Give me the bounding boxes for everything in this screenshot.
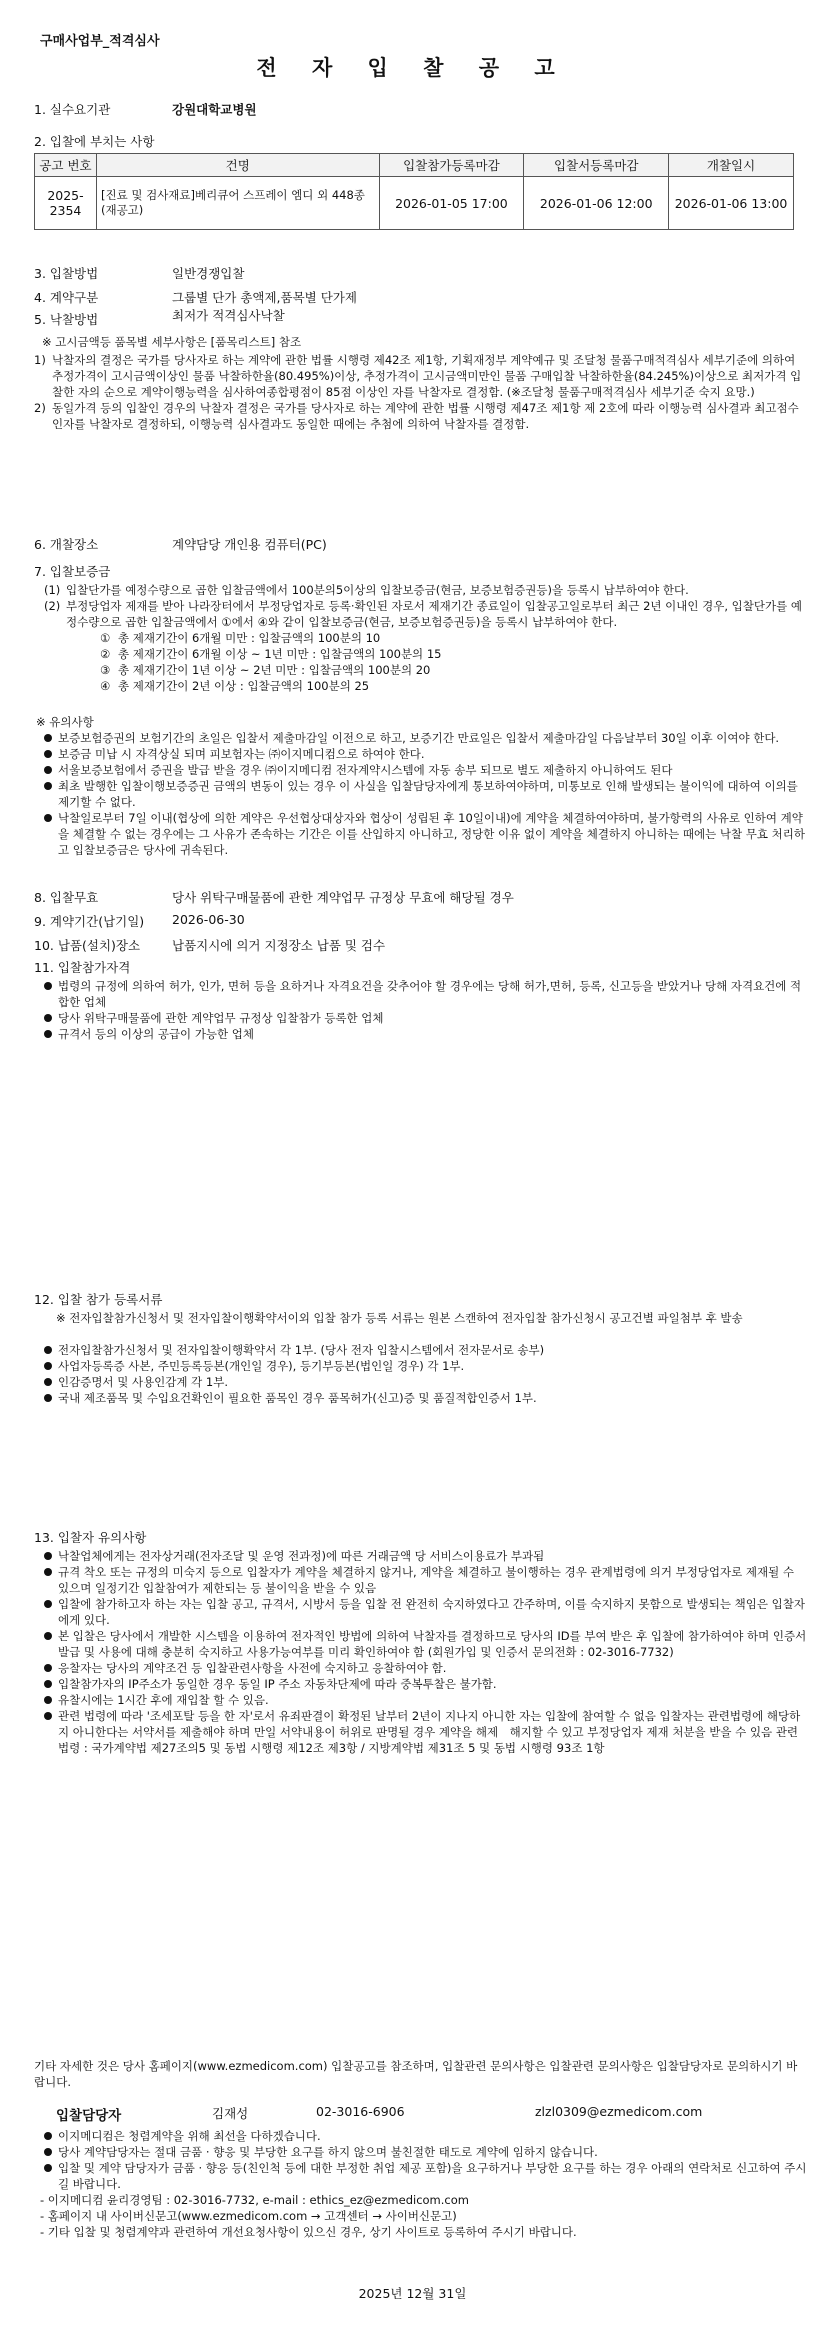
bullet-icon bbox=[44, 2148, 52, 2156]
report-line: - 홈페이지 내 사이버신문고(www.ezmedicom.com → 고객센터 → 사이버신문고) bbox=[40, 2209, 457, 2223]
caution-title: ※ 유의사항 bbox=[36, 715, 94, 729]
award-note: ※ 고시금액등 품목별 세부사항은 [품목리스트] 참조 bbox=[42, 335, 302, 349]
document-item: 국내 제조품목 및 수입요건확인이 필요한 품목인 경우 품목허가(신고)증 및 품질적합인증서 1부. bbox=[40, 1390, 808, 1406]
bullet-icon bbox=[44, 1600, 52, 1608]
bullet-icon bbox=[44, 1014, 52, 1022]
section-8-value: 당사 위탁구매물품에 관한 계약업무 규정상 무효에 해당될 경우 bbox=[172, 890, 514, 905]
report-line: - 이지메디컴 윤리경영팀 : 02-3016-7732, e-mail : ethics_ez@ezmedicom.com bbox=[40, 2193, 469, 2207]
bullet-icon bbox=[44, 1712, 52, 1720]
bidder-note-item: 본 입찰은 당사에서 개발한 시스템을 이용하여 전자적인 방법에 의하여 낙찰자를 결정하므로 당사의 ID를 부여 받은 후 입찰에 참가하여야 하며 인증서 발급 및 사용에 대해 충분히 숙지하고 사용가능여부를 미리 확인하여야 함 (회원가입 및 인증서 문의전화 : 02-3016-7732) bbox=[40, 1628, 808, 1660]
bidder-note-item: 규격 착오 또는 규정의 미숙지 등으로 입찰자가 계약을 체결하지 않거나, 계약을 체결하고 불이행하는 경우 관계법령에 의거 부정당업자로 제재될 수 있으며 일정기간 입찰참여가 제한되는 등 불이익을 받을 수 있음 bbox=[40, 1564, 808, 1596]
bullet-icon bbox=[44, 734, 52, 742]
section-4-label: 4. 계약구분 bbox=[34, 290, 99, 305]
department-label: 구매사업부_적격심사 bbox=[40, 34, 160, 49]
bullet-icon bbox=[44, 1696, 52, 1704]
bullet-icon bbox=[44, 1680, 52, 1688]
bidder-note-item: 낙찰업체에게는 전자상거래(전자조달 및 운영 전과정)에 따른 거래금액 당 서비스이용료가 부과됨 bbox=[40, 1548, 808, 1564]
section-6-value: 계약담당 개인용 컴퓨터(PC) bbox=[172, 537, 327, 552]
section-13-label: 13. 입찰자 유의사항 bbox=[34, 1530, 147, 1545]
bullet-icon bbox=[44, 2132, 52, 2140]
footer-info: 기타 자세한 것은 당사 홈페이지(www.ezmedicom.com) 입찰공고를 참조하며, 입찰관련 문의사항은 입찰관련 문의사항은 입찰담당자로 문의하시기 바랍니다. bbox=[34, 2059, 798, 2089]
section-3-value: 일반경쟁입찰 bbox=[172, 266, 245, 281]
bidder-notes-list bbox=[40, 1548, 808, 1756]
ethics-item: 이지메디컴은 청렴계약을 위해 최선을 다하겠습니다. bbox=[40, 2128, 808, 2144]
caution-item: 최초 발행한 입찰이행보증증권 금액의 변동이 있는 경우 이 사실을 입찰담당자에게 통보하여야하며, 미통보로 인해 발생되는 불이익에 대하여 이의를 제기할 수 없다. bbox=[40, 778, 808, 810]
document-item: 전자입찰참가신청서 및 전자입찰이행확약서 각 1부. (당사 전자 입찰시스템에서 전자문서로 송부) bbox=[40, 1342, 808, 1358]
report-line: - 기타 입찰 및 청렴계약과 관련하여 개선요청사항이 있으신 경우, 상기 사이트로 등록하여 주시기 바랍니다. bbox=[40, 2225, 577, 2239]
contact-name: 김재성 bbox=[212, 2106, 249, 2121]
column-header: 공고 번호 bbox=[35, 154, 97, 177]
section-5-value: 최저가 적격심사낙찰 bbox=[172, 308, 285, 323]
registration-deadline: 2026-01-05 17:00 bbox=[379, 177, 524, 230]
table-row bbox=[35, 177, 794, 230]
caution-list bbox=[40, 730, 808, 858]
section-9-value: 2026-06-30 bbox=[172, 912, 245, 927]
ethics-item: 입찰 및 계약 담당자가 금품 · 향응 등(친인척 등에 대한 부정한 취업 제공 포함)을 요구하거나 부당한 요구를 하는 경우 아래의 연락처로 신고하여 주시길 바랍니다. bbox=[40, 2160, 808, 2192]
document-item: 사업자등록증 사본, 주민등록등본(개인일 경우), 등기부등본(법인일 경우) 각 1부. bbox=[40, 1358, 808, 1374]
opening-datetime: 2026-01-06 13:00 bbox=[669, 177, 794, 230]
deposit-sub-item: ① 총 제재기간이 6개월 미만 : 입찰금액의 100분의 10 bbox=[100, 631, 381, 645]
column-header: 입찰서등록마감 bbox=[524, 154, 669, 177]
bidder-note-item: 관련 법령에 따라 '조세포탈 등을 한 자'로서 유죄판결이 확정된 날부터 2년이 지나지 아니한 자는 입찰에 참여할 수 없음 입찰자는 관련법령에 해당하지 아니한다는 서약서를 제출해야 하며 만일 서약내용이 허위로 판명될 경우 계약을 해제 해지할 수 있고 부정당업자 제재 처분을 받을 수 있음 관련법령 : 국가계약법 제27조의5 및 동법 시행령 제12조 제3항 / 지방계약법 제31조 5 및 동법 시행령 93조 1항 bbox=[40, 1708, 808, 1756]
documents-list bbox=[40, 1342, 808, 1406]
caution-item: 보증보험증권의 보험기간의 초일은 입찰서 제출마감일 이전으로 하고, 보증기간 만료일은 입찰서 제출마감일 다음날부터 30일 이후 이여야 한다. bbox=[40, 730, 808, 746]
section-6-label: 6. 개찰장소 bbox=[34, 537, 99, 552]
bullet-icon bbox=[44, 766, 52, 774]
contact-email[interactable]: zlzl0309@ezmedicom.com bbox=[535, 2104, 703, 2119]
bidder-note-item: 입찰에 참가하고자 하는 자는 입찰 공고, 규격서, 시방서 등을 입찰 전 완전히 숙지하였다고 간주하며, 이를 숙지하지 못함으로 발생되는 책임은 입찰자에게 있다. bbox=[40, 1596, 808, 1628]
notice-date: 2025년 12월 31일 bbox=[358, 2286, 467, 2301]
bullet-icon bbox=[44, 982, 52, 990]
bullet-icon bbox=[44, 1552, 52, 1560]
caution-item: 서울보증보험에서 증권을 발급 받을 경우 ㈜이지메디컴 전자계약시스템에 자동 송부 되므로 별도 제출하지 아니하여도 된다 bbox=[40, 762, 808, 778]
bid-name: [진료 및 검사재료]베리큐어 스프레이 엠디 외 448종(재공고) bbox=[96, 177, 379, 230]
section-8-label: 8. 입찰무효 bbox=[34, 890, 99, 905]
contact-label: 입찰담당자 bbox=[56, 2108, 122, 2124]
section-1-label: 1. 실수요기관 bbox=[34, 102, 111, 117]
deposit-item: (1) 입찰단가를 예정수량으로 곱한 입찰금액에서 100분의5이상의 입찰보증금(현금, 보증보험증권등)을 등록시 납부하여야 한다. bbox=[44, 583, 689, 597]
ethics-list bbox=[40, 2128, 808, 2192]
award-item: 2) 동일가격 등의 입찰인 경우의 낙찰자 결정은 국가를 당사자로 하는 계약에 관한 법률 시행령 제47조 제1항 제 2호에 따라 이행능력 심사결과 최고점수인자를 낙찰자로 결정하되, 이행능력 심사결과도 동일한 때에는 추첨에 의하여 낙찰자를 결정함. bbox=[34, 401, 799, 431]
column-header: 건명 bbox=[96, 154, 379, 177]
bullet-icon bbox=[44, 1346, 52, 1354]
qualification-item: 법령의 규정에 의하여 허가, 인가, 면허 등을 요하거나 자격요건을 갖추어야 할 경우에는 당해 허가,면허, 등록, 신고등을 받았거나 당해 자격요건에 적합한 업체 bbox=[40, 978, 808, 1010]
table-header-row bbox=[35, 154, 794, 177]
ethics-item: 당사 계약담당자는 절대 금품 · 향응 및 부당한 요구를 하지 않으며 불친절한 태도로 계약에 임하지 않습니다. bbox=[40, 2144, 808, 2160]
caution-item: 낙찰일로부터 7일 이내(협상에 의한 계약은 우선협상대상자와 협상이 성립된 후 10일이내)에 계약을 체결하여야하며, 불가항력의 사유로 인하여 계약을 체결할 수 없는 경우에는 그 사유가 존속하는 기간은 이를 산입하지 아니하고, 정당한 이유 없이 계약을 체결하지 아니하는 때에는 낙찰 무효 처리하고 입찰보증금은 당사에 귀속된다. bbox=[40, 810, 808, 858]
bid-table bbox=[34, 153, 794, 230]
award-item: 1) 낙찰자의 결정은 국가를 당사자로 하는 계약에 관한 법률 시행령 제42조 제1항, 기획재정부 계약예규 및 조달청 물품구매적격심사 세부기준에 의하여 추정가격이 고시금액이상인 물품 낙찰하한율(80.495%)이상, 추정가격이 고시금액미만인 물품 구매입찰 낙찰하한율(84.245%)이상으로 최저가격 입찰한 자의 순으로 계약이행능력을 심사하여종합평점이 85점 이상인 자를 낙찰자로 결정함. (※조달청 물품구매적격심사 세부기준 숙지 요망.) bbox=[34, 353, 802, 399]
section-4-value: 그룹별 단가 총액제,품목별 단가제 bbox=[172, 290, 357, 305]
documents-note: ※ 전자입찰참가신청서 및 전자입찰이행확약서이외 입찰 참가 등록 서류는 원본 스캔하여 전자입찰 참가신청시 공고건별 파일첨부 후 발송 bbox=[56, 1311, 743, 1325]
bullet-icon bbox=[44, 814, 52, 822]
qualification-item: 규격서 등의 이상의 공급이 가능한 업체 bbox=[40, 1026, 808, 1042]
section-2-label: 2. 입찰에 부치는 사항 bbox=[34, 134, 155, 149]
section-10-value: 납품지시에 의거 지정장소 납품 및 검수 bbox=[172, 938, 386, 953]
section-12-label: 12. 입찰 참가 등록서류 bbox=[34, 1292, 163, 1307]
bullet-icon bbox=[44, 1030, 52, 1038]
section-9-label: 9. 계약기간(납기일) bbox=[34, 914, 145, 929]
award-items bbox=[34, 352, 804, 432]
bidder-note-item: 입찰참가자의 IP주소가 동일한 경우 동일 IP 주소 자동차단제에 따라 중복투찰은 불가함. bbox=[40, 1676, 808, 1692]
section-11-label: 11. 입찰참가자격 bbox=[34, 960, 131, 975]
qualification-item: 당사 위탁구매물품에 관한 계약업무 규정상 입찰참가 등록한 업체 bbox=[40, 1010, 808, 1026]
report-lines bbox=[40, 2192, 808, 2240]
caution-item: 보증금 미납 시 자격상실 되며 피보험자는 ㈜이지메디컴으로 하여야 한다. bbox=[40, 746, 808, 762]
section-7-label: 7. 입찰보증금 bbox=[34, 564, 111, 579]
bullet-icon bbox=[44, 1378, 52, 1386]
column-header: 입찰참가등록마감 bbox=[379, 154, 524, 177]
section-5-label: 5. 낙찰방법 bbox=[34, 312, 99, 327]
bid-deadline: 2026-01-06 12:00 bbox=[524, 177, 669, 230]
section-10-label: 10. 납품(설치)장소 bbox=[34, 938, 141, 953]
deposit-items bbox=[44, 582, 808, 694]
deposit-sub-item: ③ 총 제재기간이 1년 이상 ~ 2년 미만 : 입찰금액의 100분의 20 bbox=[100, 663, 431, 677]
bidder-note-item: 응찰자는 당사의 계약조건 등 입찰관련사항을 사전에 숙지하고 응찰하여야 함. bbox=[40, 1660, 808, 1676]
bullet-icon bbox=[44, 1362, 52, 1370]
bullet-icon bbox=[44, 782, 52, 790]
deposit-sub-item: ② 총 제재기간이 6개월 이상 ~ 1년 미만 : 입찰금액의 100분의 15 bbox=[100, 647, 442, 661]
section-3-label: 3. 입찰방법 bbox=[34, 266, 99, 281]
notice-number: 2025-2354 bbox=[35, 177, 97, 230]
bullet-icon bbox=[44, 750, 52, 758]
bullet-icon bbox=[44, 1568, 52, 1576]
deposit-sub-item: ④ 총 제재기간이 2년 이상 : 입찰금액의 100분의 25 bbox=[100, 679, 370, 693]
bullet-icon bbox=[44, 1632, 52, 1640]
bullet-icon bbox=[44, 1394, 52, 1402]
qualification-list bbox=[40, 978, 808, 1042]
section-1-value: 강원대학교병원 bbox=[172, 102, 257, 117]
column-header: 개찰일시 bbox=[669, 154, 794, 177]
contact-phone: 02-3016-6906 bbox=[316, 2104, 405, 2119]
page-title: 전 자 입 찰 공 고 bbox=[256, 56, 569, 80]
deposit-item: (2) 부정당업자 제재를 받아 나라장터에서 부정당업자로 등록·확인된 자로서 제재기간 종료일이 입찰공고일로부터 최근 2년 이내인 경우, 입찰단가를 예정수량으로 곱한 입찰금액에서 ①에서 ④와 같이 입찰보증금(현금, 보증보험증권등)을 등록시 납부하여야 한다. bbox=[44, 599, 802, 629]
bullet-icon bbox=[44, 1664, 52, 1672]
bullet-icon bbox=[44, 2164, 52, 2172]
bidder-note-item: 유찰시에는 1시간 후에 재입찰 할 수 있음. bbox=[40, 1692, 808, 1708]
document-item: 인감증명서 및 사용인감계 각 1부. bbox=[40, 1374, 808, 1390]
